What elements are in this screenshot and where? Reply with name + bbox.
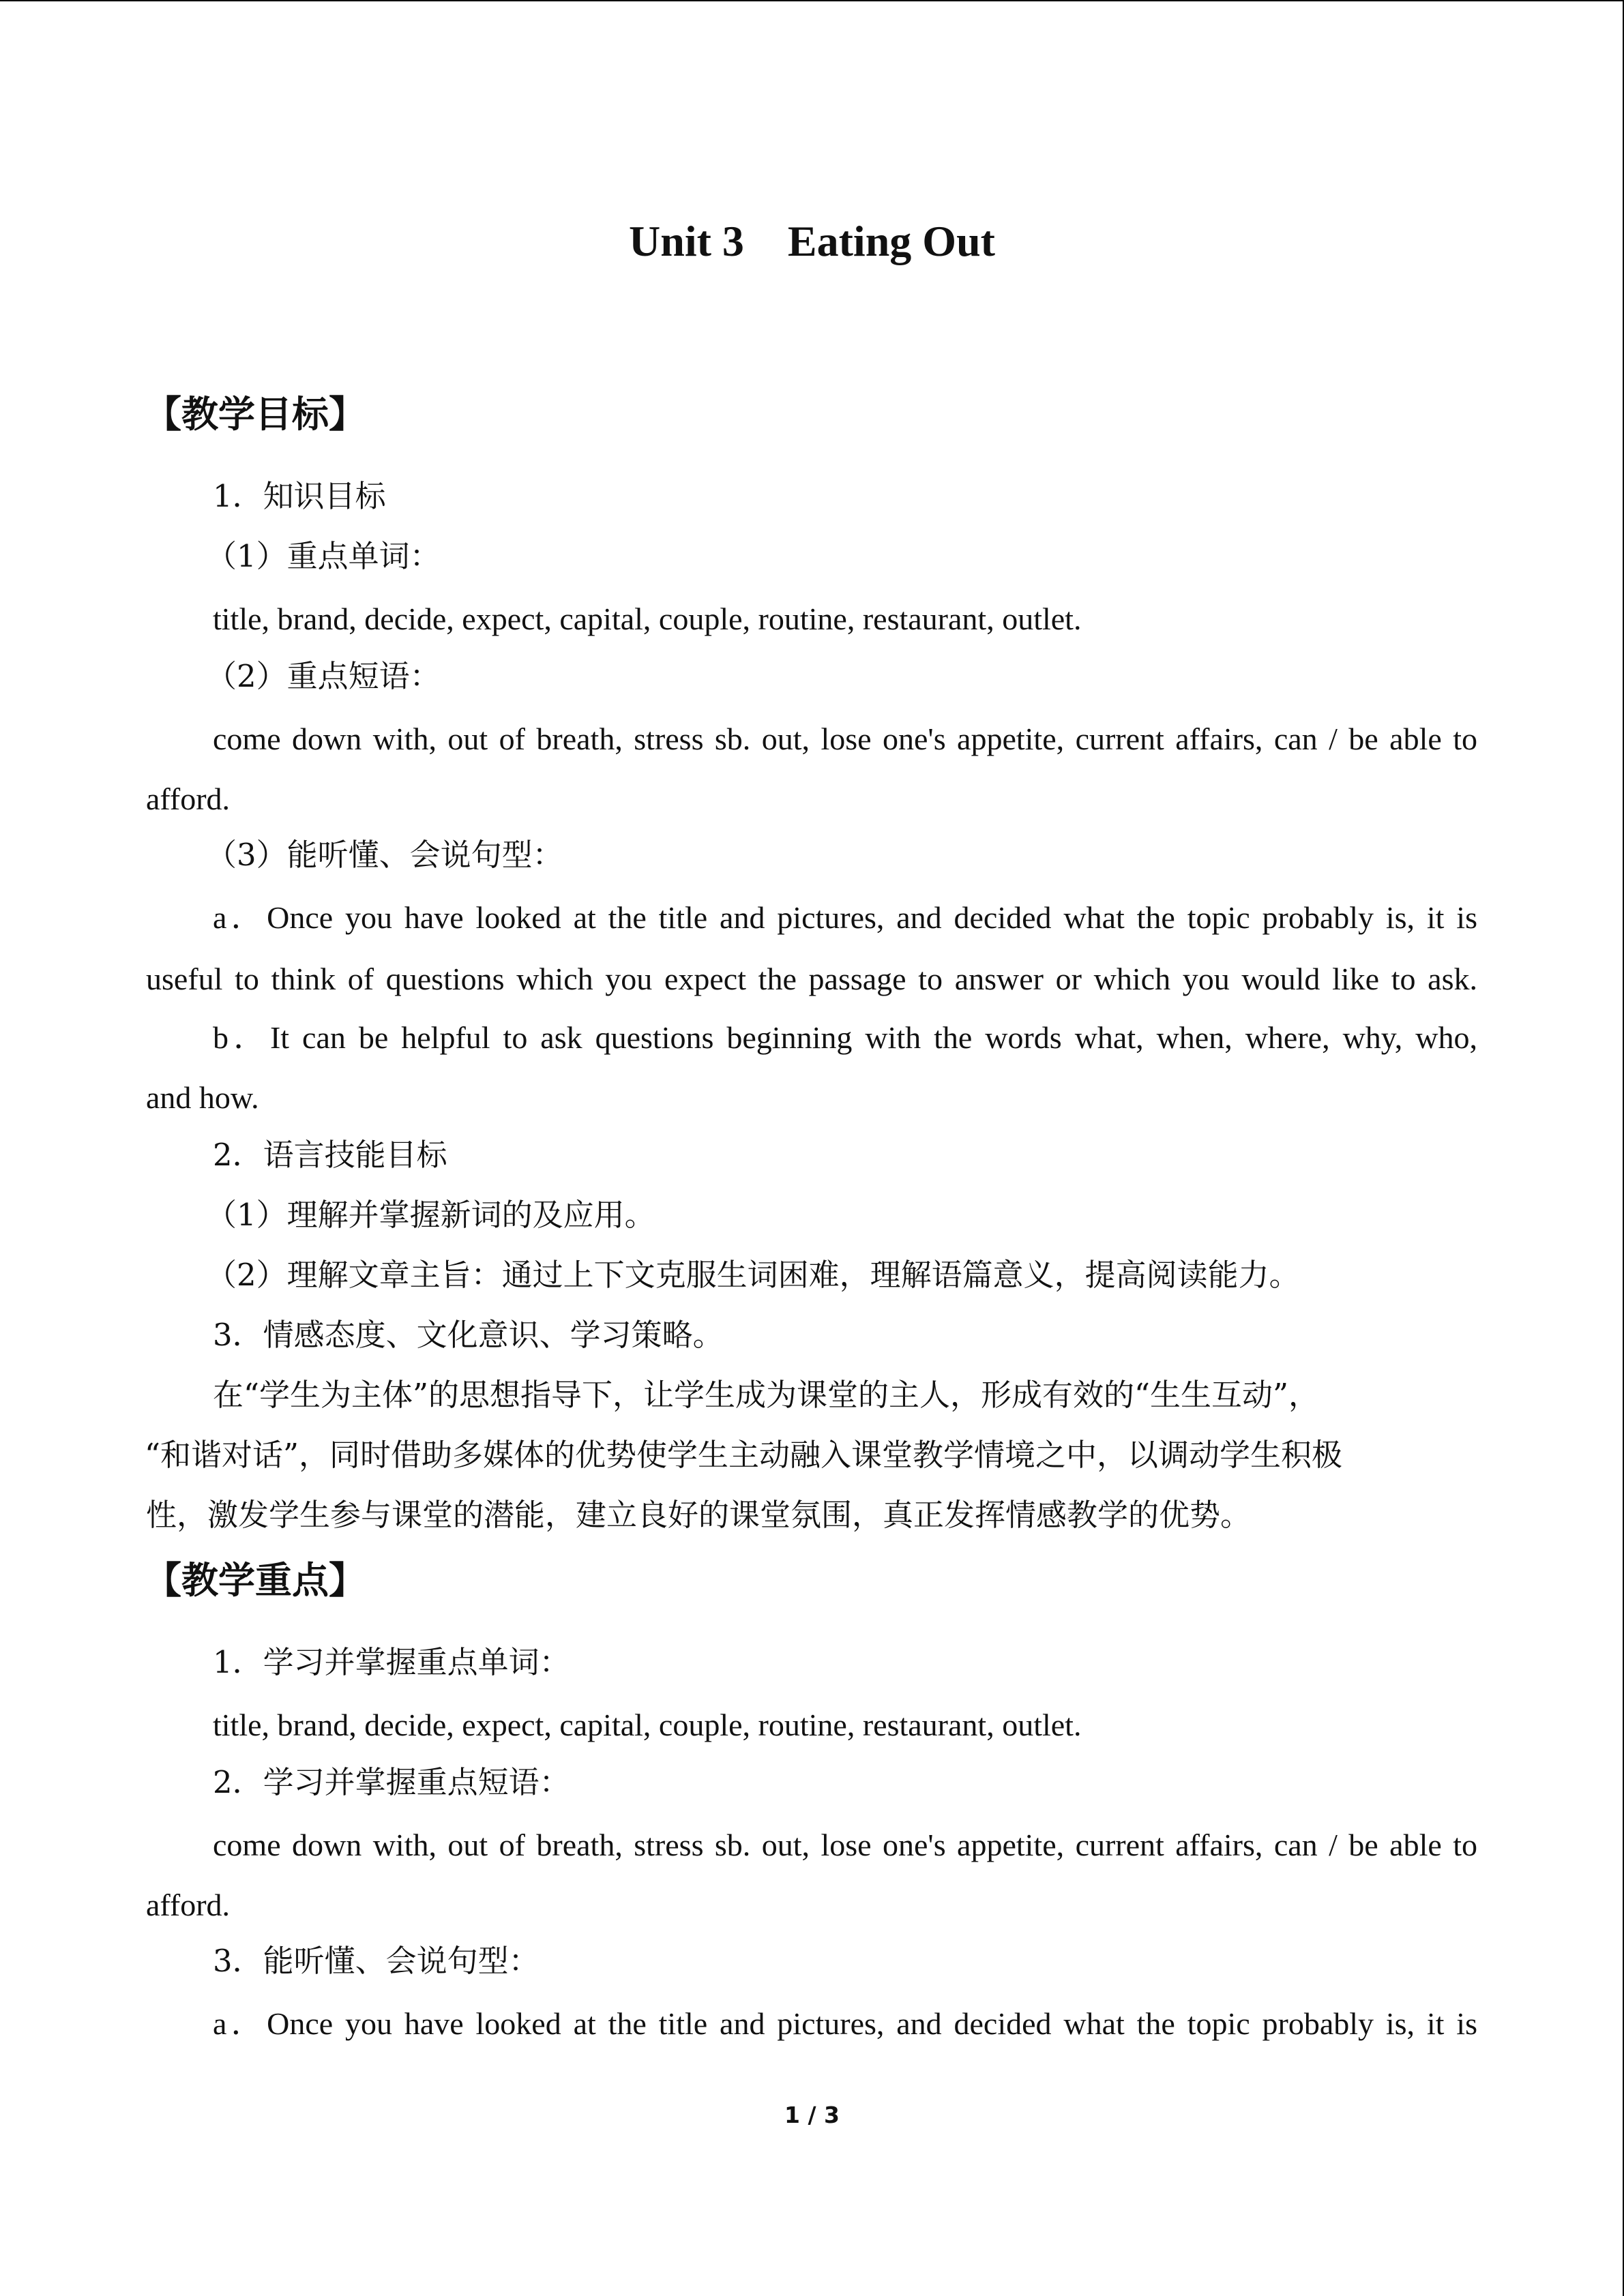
section-heading-objectives: 【教学目标】 — [145, 393, 366, 436]
key-point-2-line-1 — [213, 1825, 1477, 1866]
skill-item-2: （2）理解文章主旨：通过上下文克服生词困难，理解语篇意义，提高阅读能力。 — [206, 1257, 1300, 1293]
key-point-3-a-line-1-text: a．Once you have looked at the title and pictures, and decided what the topic probably is, it is — [213, 2006, 1477, 2041]
key-words-list: title, brand, decide, expect, capital, couple, routine, restaurant, outlet. — [213, 601, 1082, 636]
key-words-label: （1）重点单词： — [206, 538, 441, 574]
affect-line-2: “和谐对话”，同时借助多媒体的优势使学生主动融入课堂教学情境之中，以调动学生积极 — [145, 1437, 1343, 1473]
key-phrases-label: （2）重点短语： — [206, 658, 441, 694]
pattern-b-line-1 — [213, 1017, 1477, 1058]
key-point-2-line-1-text: come down with, out of breath, stress sb. out, lose one's appetite, current affairs, can / be able to — [213, 1828, 1477, 1862]
affect-line-3: 性，激发学生参与课堂的潜能，建立良好的课堂氛围，真正发挥情感教学的优势。 — [146, 1497, 1252, 1533]
key-phrases-line-1 — [213, 719, 1477, 760]
affect-line-1: 在“学生为主体”的思想指导下，让学生成为课堂的主人，形成有效的“生生互动”， — [213, 1377, 1320, 1413]
key-point-3-a-line-1 — [213, 2003, 1477, 2044]
key-phrases-line-2: afford. — [146, 781, 231, 816]
page-title: Unit 3 Eating Out — [629, 217, 995, 265]
key-phrases-line-1-text: come down with, out of breath, stress sb. out, lose one's appetite, current affairs, can / be able to — [213, 721, 1477, 756]
key-point-1-words: title, brand, decide, expect, capital, couple, routine, restaurant, outlet. — [213, 1708, 1082, 1742]
section-heading-key-points: 【教学重点】 — [145, 1559, 366, 1602]
knowledge-goal: 1．知识目标 — [213, 478, 386, 514]
skill-goal: 2．语言技能目标 — [213, 1137, 447, 1173]
pattern-a-line-2-text: useful to think of questions which you expect the passage to answer or which you would like to ask. — [146, 961, 1477, 996]
key-point-2-line-2: afford. — [146, 1888, 231, 1922]
key-point-2-label: 2．学习并掌握重点短语： — [213, 1764, 570, 1800]
pattern-a-line-1-text: a．Once you have looked at the title and pictures, and decided what the topic probably is, it is — [213, 900, 1477, 935]
affect-goal: 3．情感态度、文化意识、学习策略。 — [213, 1317, 724, 1353]
skill-item-1: （1）理解并掌握新词的及应用。 — [206, 1197, 655, 1233]
pattern-a-line-2 — [146, 959, 1477, 1000]
pattern-b-line-2: and how. — [146, 1080, 259, 1115]
pattern-b-line-1-text: b．It can be helpful to ask questions beginning with the words what, when, where, why, who, — [213, 1020, 1477, 1055]
key-point-3-label: 3．能听懂、会说句型： — [213, 1943, 540, 1979]
sentence-patterns-label: （3）能听懂、会说句型： — [206, 837, 563, 873]
pattern-a-line-1 — [213, 897, 1477, 938]
key-point-1-label: 1．学习并掌握重点单词： — [213, 1644, 570, 1680]
page-number: 1 / 3 — [784, 2102, 840, 2128]
